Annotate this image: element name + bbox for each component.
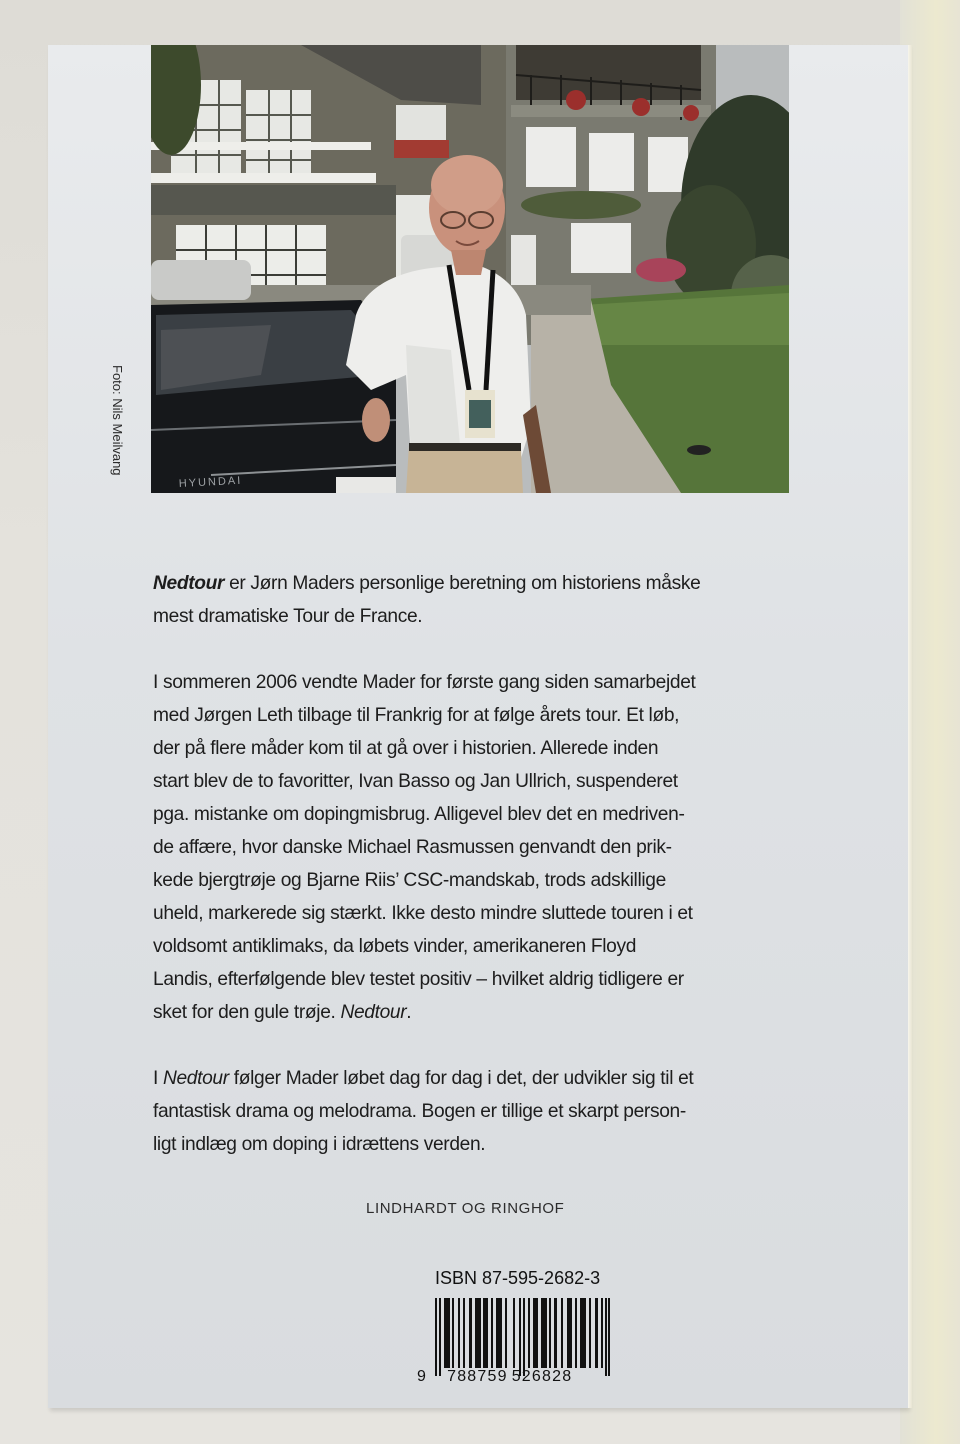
book-back-cover xyxy=(48,45,908,1408)
photo-illustration xyxy=(151,45,789,493)
book-title-italic: Nedtour xyxy=(340,1002,407,1023)
back-cover-blurb xyxy=(153,567,813,1194)
isbn-label: ISBN 87-595-2682-3 xyxy=(435,1268,601,1288)
book-title-italic: Nedtour xyxy=(162,1068,229,1089)
svg-text:HYUNDAI: HYUNDAI xyxy=(178,474,243,490)
blurb-paragraph-1: Nedtour er Jørn Maders personlige beretning om historiens måske mest dramatiske Tour de France. xyxy=(153,573,701,627)
book-title-bold: Nedtour xyxy=(153,573,225,594)
photo-credit: Foto: Nils Meilvang xyxy=(110,365,125,476)
barcode-icon xyxy=(435,1298,610,1376)
blurb-paragraph-2: I sommeren 2006 vendte Mader for første gang siden samarbejdet med Jørgen Leth tilbage til Frankrig for at følge årets tour. Et løb, der på flere måder kom til at gå over i historien. Allerede inden start blev de to favoritter, Ivan Basso og Jan Ullrich, suspenderet pga. mistanke om dopingmisbrug. Alligevel blev det en medriven- de affære, hvor danske Michael Rasmussen genvandt den prik- kede bjergtrøje og Bjarne Riis’ CSC-mandskab, trods adskillige uheld, markerede sig stærkt. Ikke desto mindre sluttede touren i et voldsomt antiklimaks, da løbets vinder, amerikaneren Floyd Landis, efterfølgende blev testet positiv – hvilket aldrig tidligere er sket for den gule trøje. Nedtour. xyxy=(153,672,696,1023)
cover-photo xyxy=(151,45,789,493)
book-page-edge xyxy=(908,45,912,1408)
blurb-paragraph-3: I Nedtour følger Mader løbet dag for dag i det, der udvikler sig til et fantastisk drama og melodrama. Bogen er tillige et skarpt person- ligt indlæg om doping i idrættens verden. xyxy=(153,1068,694,1155)
publisher-name: LINDHARDT OG RINGHOF xyxy=(366,1200,565,1217)
barcode-number: 9 788759 526828 xyxy=(417,1368,573,1385)
